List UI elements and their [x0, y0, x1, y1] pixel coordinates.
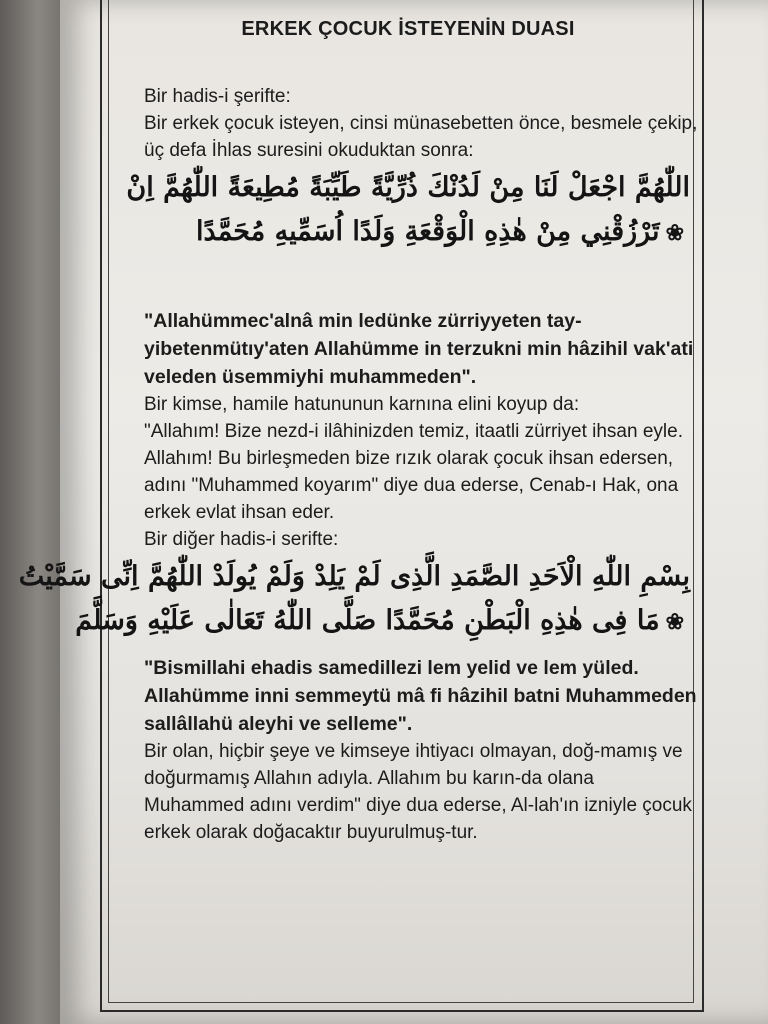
arabic-prayer-1-line-2: [118, 210, 690, 255]
arabic-prayer-2-line-1: بِسْمِ اللّٰهِ الْاَحَدِ الصَّمَدِ الَّذِى لَمْ يَلِدْ وَلَمْ يُولَدْ اللّٰهُمَّ اِنِّى سَمَّيْتُ: [18, 561, 690, 592]
paragraph-hadis-intro: Bir hadis-i şerifte:: [144, 86, 291, 107]
arabic-prayer-2: [18, 555, 690, 644]
rose-end-mark-icon: ❀: [665, 220, 684, 246]
transliteration-2: "Bismillahi ehadis samedillezi lem yelid ve lem yüled. Allahümme inni semmeytü mâ fi hâzihil batni Muhammeden sallâllahü aleyhi ve selleme".: [144, 657, 697, 735]
paragraph-instruction: Bir erkek çocuk isteyen, cinsi münasebetten önce, besmele çekip, üç defa İhlas suresini okuduktan sonra:: [144, 113, 698, 161]
arabic-prayer-1: [118, 166, 690, 255]
arabic-prayer-1-line-2-text: تَرْزُقْنِي مِنْ هٰذِهِ الْوَقْعَةِ وَلَدًا اُسَمِّيهِ مُحَمَّدًا: [196, 216, 660, 247]
page-title: ERKEK ÇOCUK İSTEYENİN DUASI: [241, 18, 575, 40]
rose-end-mark-icon: ❀: [665, 609, 684, 635]
page-content: [18, 12, 698, 1012]
arabic-prayer-2-line-2: [75, 599, 690, 644]
paragraph-prayer-meaning: "Allahım! Bize nezd-i ilâhinizden temiz, itaatli zürriyet ihsan eyle. Allahım! Bu birleşmeden bize rızık olarak çocuk ihsan edersen, adını "Muhammed koyarım" diye dua ederse, Cenab-ı Hak, ona erkek evlat ihsan eder.: [144, 421, 683, 523]
arabic-prayer-2-line-2-text: مَا فِى هٰذِهِ الْبَطْنِ مُحَمَّدًا صَلَّى اللّٰهُ تَعَالٰى عَلَيْهِ وَسَلَّمَ: [75, 605, 660, 636]
paragraph-hand-on-belly: Bir kimse, hamile hatununun karnına elini koyup da:: [144, 394, 580, 415]
paragraph-meaning-2: Bir olan, hiçbir şeye ve kimseye ihtiyacı olmayan, doğ-mamış ve doğurmamış Allahın adıyla. Allahım bu karın-da olana Muhammed adını verdim" diye dua ederse, Al-lah'ın izniyle çocuk erkek olarak doğacaktır buyurulmuş-tur.: [144, 741, 692, 843]
transliteration-1: "Allahümmec'alnâ min ledünke zürriyyeten tay-yibetenmütıy'aten Allahümme in terzukni min hâzihil vak'ati veleden üsemmiyhi muhammeden".: [144, 310, 694, 388]
paragraph-other-hadis: Bir diğer hadis-i serifte:: [144, 529, 339, 550]
arabic-prayer-1-line-1: اللّٰهُمَّ اجْعَلْ لَنَا مِنْ لَدُنْكَ ذُرِّيَّةً طَيِّبَةً مُطِيعَةً اللّٰهُمَّ اِنْ: [126, 172, 690, 203]
